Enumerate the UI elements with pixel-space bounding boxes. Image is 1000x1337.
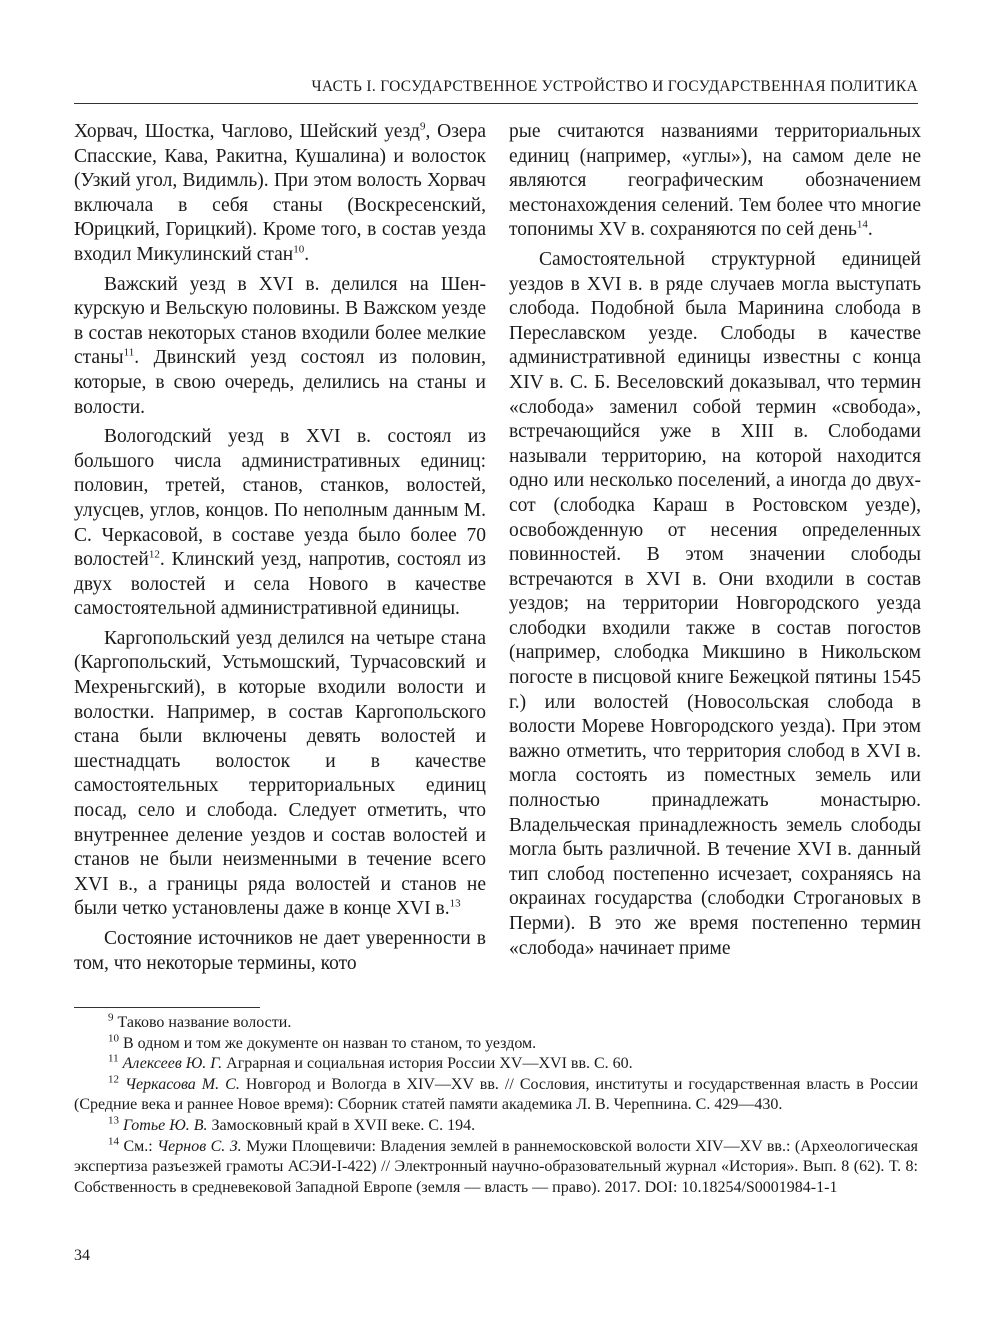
paragraph-1: Хорвач, Шостка, Чаглово, Шейский уезд$^9$, Озера Спасские, Кава, Ракитна, Кушалина) и волосток (Узкий угол, Видимль). При этом волость Хорвач включала в себя станы (Воскресенский, Юрицкий, Горицкий). Кроме того, в состав уезда входил Микулинский стан$^{10}$.	[74, 120, 486, 265]
running-header: ЧАСТЬ I. ГОСУДАРСТВЕННОЕ УСТРОЙСТВО И ГОСУДАРСТВЕННАЯ ПОЛИТИКА	[311, 78, 918, 95]
paragraph-5: Состояние источников не дает уверенности в том, что некоторые термины, кото	[74, 928, 486, 974]
footnote-ref-10[interactable]: 10	[293, 243, 305, 256]
right-column	[509, 120, 921, 961]
footnotes	[74, 1013, 918, 1198]
footnote-9: $^9$ Таково название волости.	[108, 1011, 292, 1031]
footnote-10: $^{10}$ В одном и том же документе он назван то станом, то уездом.	[108, 1032, 537, 1052]
page-number: 34	[74, 1247, 90, 1264]
paragraph-2: Важский уезд в XVI в. делился на Шенкурскую и Вельскую половины. В Важском уезде в состав некоторых станов входили более мелкие станы$^{11}$. Двинский уезд состоял из половин, которые, в свою очередь, делились на станы и волости.	[74, 273, 486, 418]
footnote-11: $^{11}$ Алексеев Ю. Г. Аграрная и социальная история России XV—XVI вв. С. 60.	[108, 1052, 633, 1073]
footnote-14: $^{14}$ См.: Чернов С. З. Мужи Площевичи: Владения землей в раннемосковской волости XIV—XV вв.: (Археологическая экспертиза разъезжей грамоты АСЭИ-I-422) // Электронный научно-образовательный журнал «История». Вып. 8 (62). Т. 8: Собственность в средневековой Западной Европе (земля — власть — право). 2017. DOI: 10.18254/S0001984-1-1	[74, 1135, 919, 1196]
footnote-ref-12[interactable]: 12	[148, 548, 160, 561]
footnote-13: $^{13}$ Готье Ю. В. Замосковный край в XVII веке. С. 194.	[108, 1114, 476, 1134]
footnote-ref-11[interactable]: 11	[123, 346, 135, 359]
footnote-divider	[74, 1007, 260, 1008]
paragraph-3: Вологодский уезд в XVI в. состоял из большого числа административных единиц: половин, третей, станов, станков, волостей, улусцев, углов, концов. По неполным данным М. С. Черкасовой, в составе уезда было более 70 волостей$^{12}$. Клинский уезд, напротив, состоял из двух волостей и села Нового в качестве самостоятельной административной единицы.	[74, 426, 486, 620]
paragraph-6: рые считаются названиями территориальных единиц (например, «углы»), на самом деле не являются географическим обозначением местонахождения селений. Тем более что многие топонимы XV в. сохраняются по сей день$^{14}$.	[509, 121, 921, 241]
paragraph-7: Самостоятельной структурной единицей уездов в XVI в. в ряде случаев могла выступать слобода. Подобной была Маринина слобода в Переславском уезде. Слободы в качестве административной единицы известны с конца XIV в. С. Б. Веселовский доказывал, что термин «слобода» заменил собой термин «свобода», встречающийся уже в XIII в. Слободами называли территорию, на которой находится одно или несколько поселений, а иногда до двухсот (слободка Караш в Ростовском уезде), освобожденную от несения определенных повинностей. В этом значении слободы встречаются в XVI в. Они входили в состав уездов; на территории Новгородского уезда слободки входили также в состав погостов (например, слободка Микшино в Никольском погосте в писцовой книге Бежецкой пятины 1545 г.) или волостей (Новосольская слобода в волости Мореве Новгородского уезда). При этом важно отметить, что территория слобод в XVI в. могла состоять из поместных земель или полностью принадлежать монастырю. Владельческая принадлежность земель слободы могла быть различной. В течение XVI в. данный тип слобод постепенно исчезает, сохраняясь на окраинах государства (слободки Строгановых в Перми). В это же время постепенно термин «слобода» начинает приме	[509, 248, 921, 959]
footnote-ref-9[interactable]: 9	[419, 120, 426, 133]
footnote-12: $^{12}$ Черкасова М. С. Новгород и Вологда в XIV—XV вв. // Сословия, институты и государственная власть в России (Средние века и раннее Новое время): Сборник статей памяти академика Л. В. Черепнина. С. 429—430.	[74, 1073, 919, 1114]
footnote-ref-14[interactable]: 14	[856, 218, 868, 231]
paragraph-4: Каргопольский уезд делился на четыре стана (Каргопольский, Устьмошский, Турчасовский и Мехреньгский), в которые входили волости и волостки. Например, в состав Каргопольского стана были включены девять волостей и шестнадцать волосток и в качестве самостоятельных территориальных единиц посад, село и слобода. Следует отметить, что внутреннее деление уездов и состав волостей и станов не были неизменными в течение всего XVI в., а границы ряда волостей и станов не были четко установлены даже в конце XVI в.$^{13}$	[74, 627, 486, 920]
left-column	[74, 120, 486, 976]
header-divider	[74, 103, 918, 104]
footnote-ref-13[interactable]: 13	[449, 897, 461, 910]
